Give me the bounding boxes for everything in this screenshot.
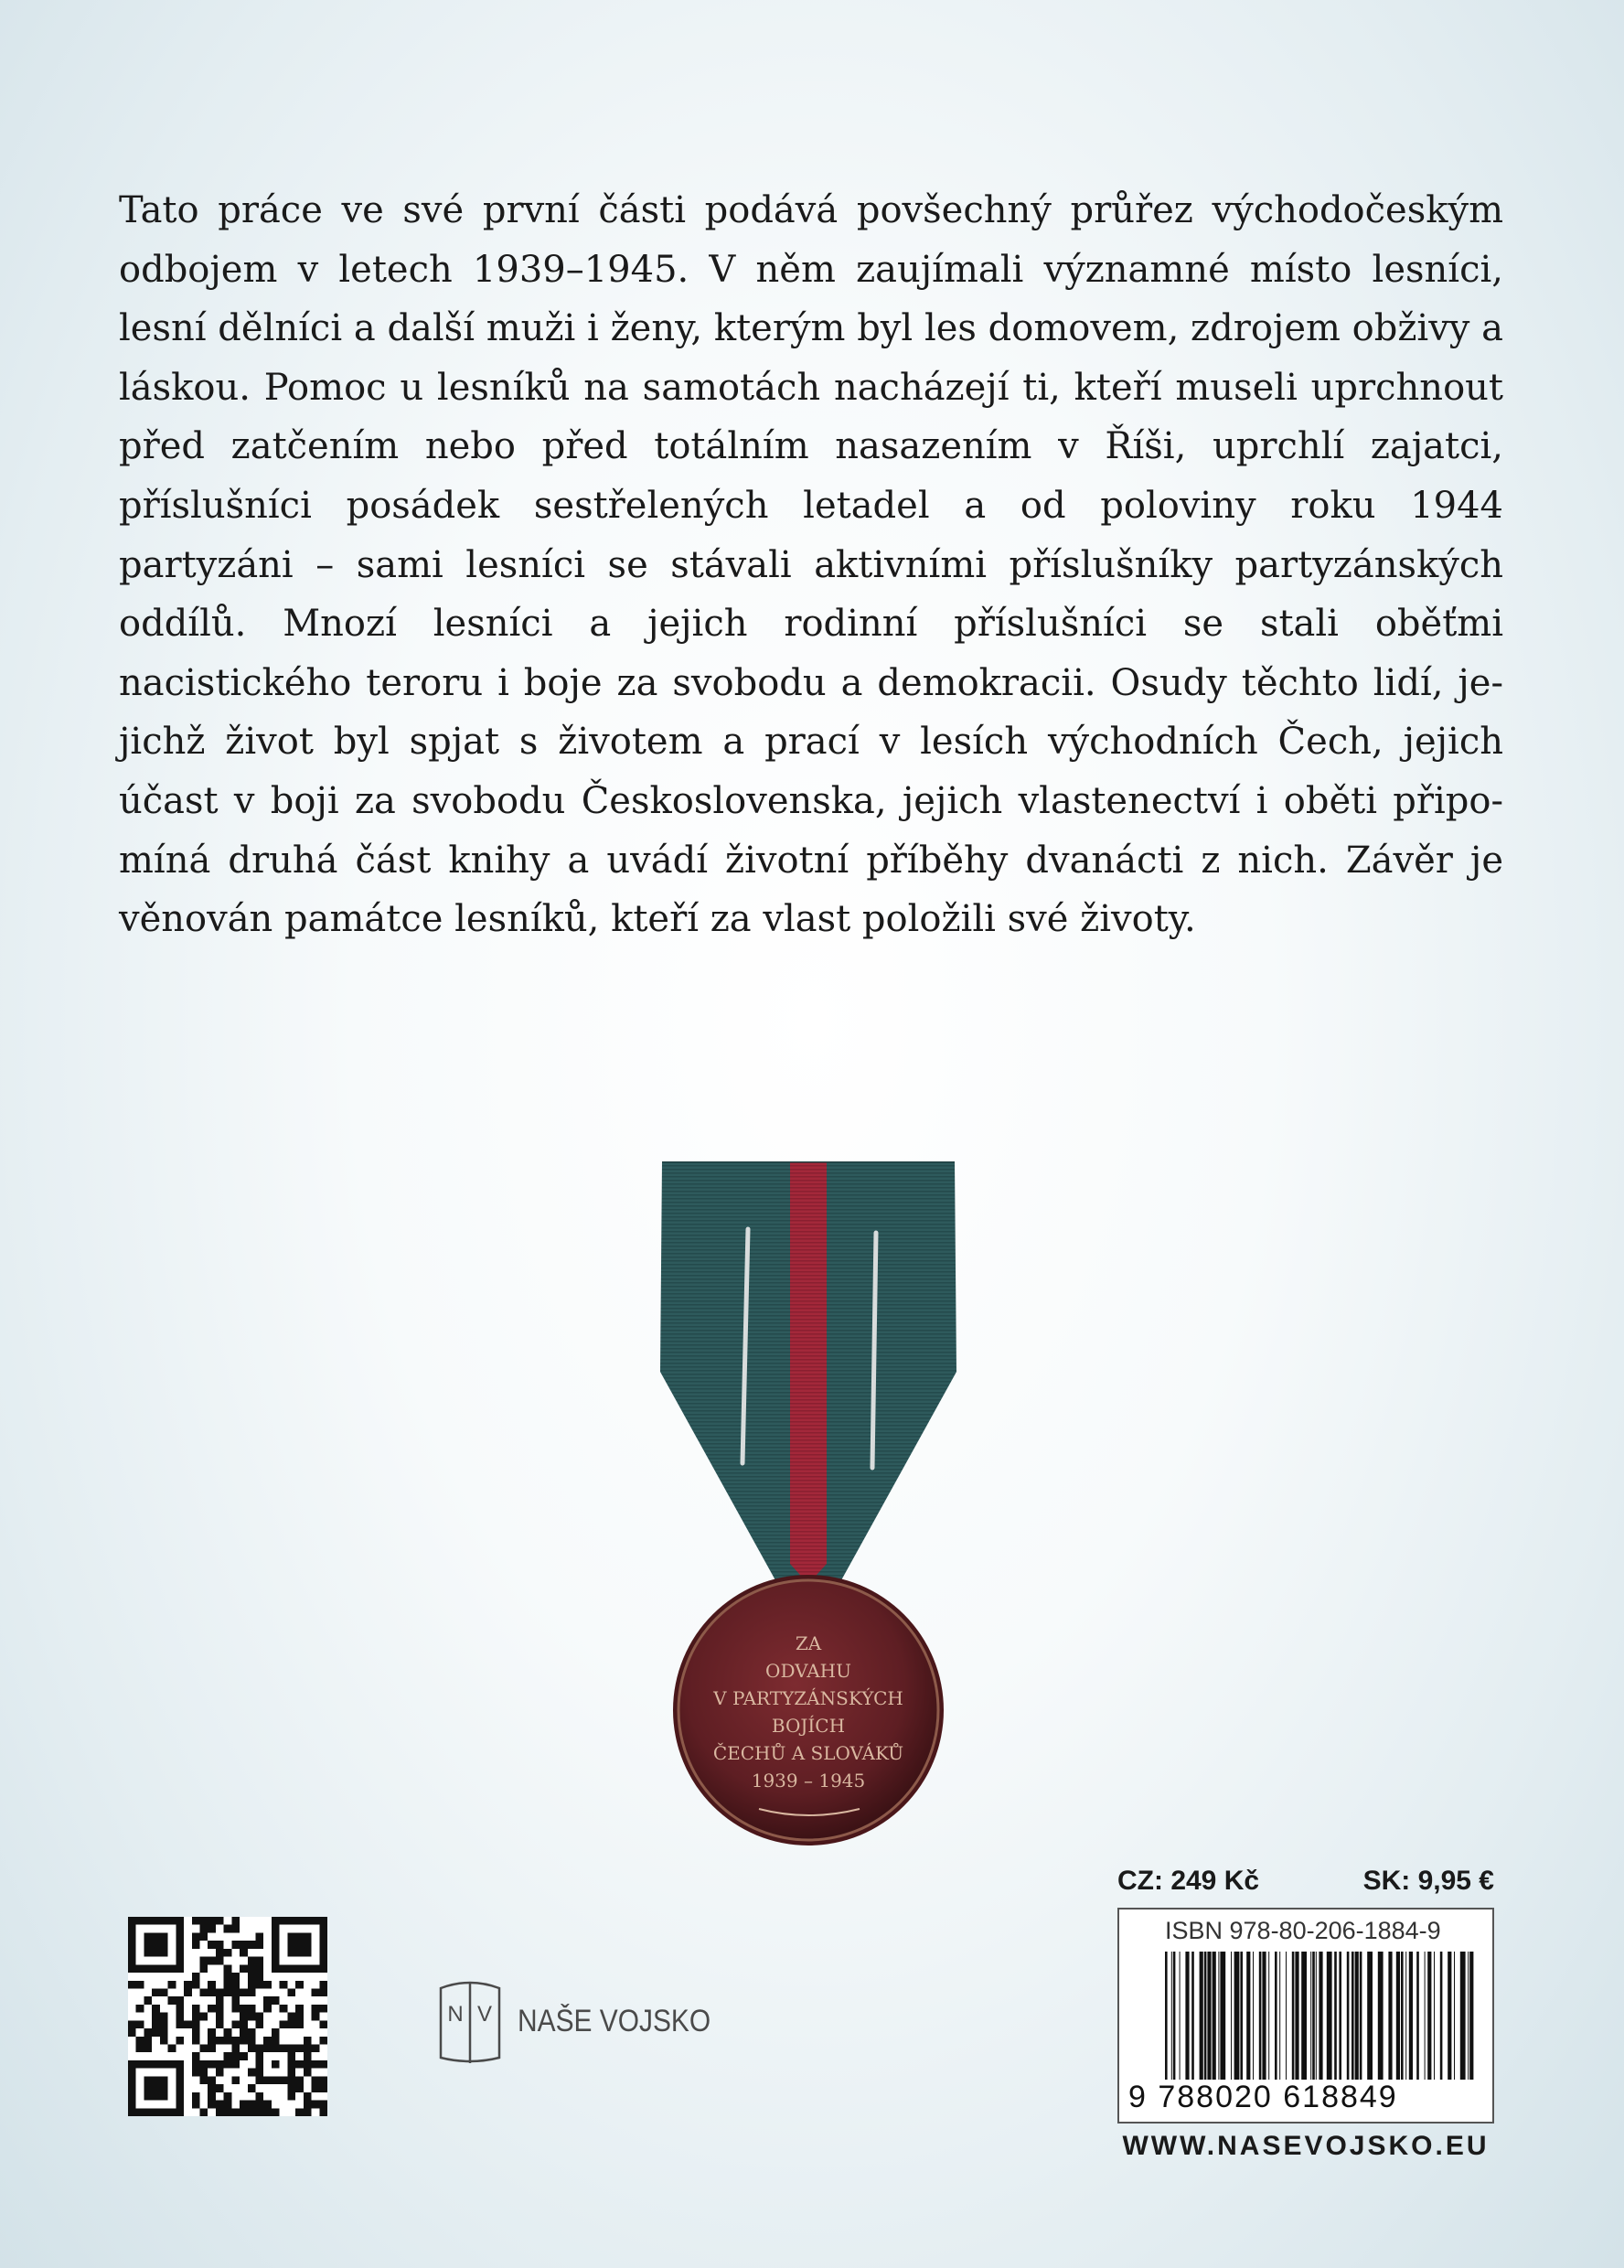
medal-inscription-line: ČECHŮ A SLOVÁKŮ	[712, 1742, 904, 1764]
medal-inscription-line: ODVAHU	[765, 1660, 851, 1682]
medal-image	[640, 1161, 969, 1875]
medal-illustration	[640, 1161, 969, 1875]
isbn-digits: 9 788020 618849	[1128, 2080, 1398, 2114]
logo-letter-v: V	[476, 2002, 493, 2027]
publisher-website: WWW.NASEVOJSKO.EU	[1122, 2131, 1490, 2161]
medal-inscription-line: ZA	[795, 1632, 822, 1654]
medal-inscription-line: BOJÍCH	[771, 1715, 846, 1737]
price-cz: CZ: 249 Kč	[1117, 1866, 1260, 1896]
publisher-logo	[433, 1975, 737, 2067]
publisher-name: NAŠE VOJSKO	[518, 2003, 711, 2038]
medal-inscription-line: 1939 – 1945	[751, 1770, 866, 1792]
nv-logo-icon	[433, 1975, 507, 2067]
barcode-bars	[1165, 1952, 1494, 2080]
isbn-label: ISBN 978-80-206-1884-9	[1165, 1917, 1441, 1944]
logo-letter-n: N	[447, 2002, 464, 2027]
qr-code-image	[128, 1917, 327, 2116]
isbn-barcode	[1117, 1908, 1494, 2124]
medal-inscription-line: V PARTYZÁNSKÝCH	[713, 1687, 903, 1709]
price-sk: SK: 9,95 €	[1362, 1866, 1494, 1896]
back-cover-blurb: Tato práce ve své první části podává povšechný průřez východočeským odbojem v letech 1939–1945. V něm zaujímali významné místo lesníci, lesní dělníci a další muži i ženy, kterým byl les domovem, zdrojem obživy a láskou. Pomoc u lesníků na samotách nacházejí ti, kteří museli uprchnout před zatčením nebo před totálním nasazením v Říši, uprchlí zajatci, příslušníci posádek sestřelených letadel a od poloviny roku 1944 partyzáni – sami lesníci se stávali aktivními příslušníky partyzánských oddílů. Mnozí lesníci a jejich rodinní příslušníci se stali oběťmi nacistického teroru i boje za svobodu a demokracii. Osudy těchto lidí, jejichž život byl spjat s životem a prací v lesích východních Čech, jejich účast v boji za svobodu Československa, jejich vlastenectví i oběti připomíná druhá část knihy a uvádí životní příběhy dvanácti z nich. Závěr je věnován památce lesníků, kteří za vlast položili své životy.	[119, 189, 1503, 941]
price-row	[1117, 1866, 1494, 1897]
qr-code	[128, 1917, 327, 2116]
